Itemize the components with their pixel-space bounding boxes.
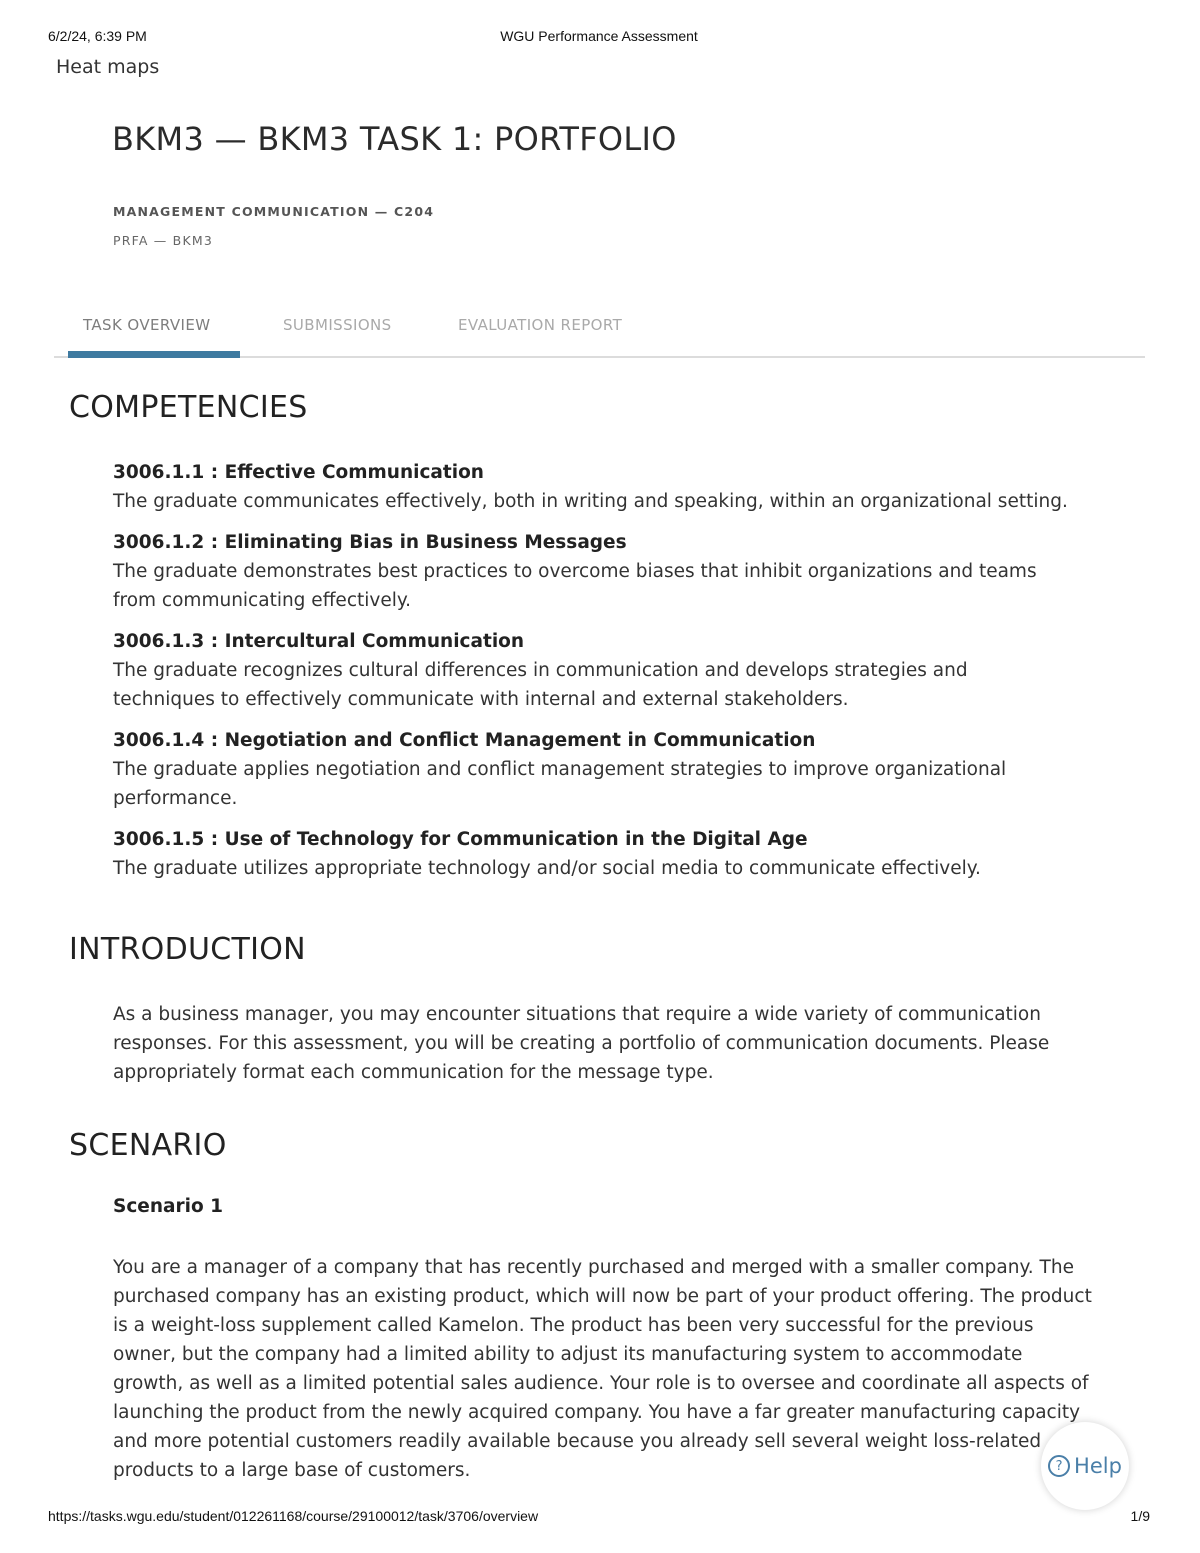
competency-item — [113, 458, 1073, 516]
page-number: 1/9 — [1130, 1508, 1150, 1524]
task-tabs — [54, 300, 1145, 358]
print-footer — [48, 1508, 1150, 1528]
print-title: WGU Performance Assessment — [500, 28, 698, 44]
competencies-heading: COMPETENCIES — [69, 390, 308, 425]
introduction-heading: INTRODUCTION — [69, 932, 306, 967]
scenario-heading: SCENARIO — [69, 1128, 227, 1163]
competency-title: 3006.1.2 : Eliminating Bias in Business Messages — [113, 532, 627, 553]
competency-title: 3006.1.1 : Effective Communication — [113, 462, 484, 483]
competency-item — [113, 627, 1073, 714]
competency-item — [113, 528, 1073, 615]
tab-task-overview[interactable]: TASK OVERVIEW — [83, 316, 211, 334]
task-title: BKM3 — BKM3 TASK 1: PORTFOLIO — [112, 120, 677, 158]
competency-item — [113, 825, 1073, 883]
course-name: MANAGEMENT COMMUNICATION — C204 — [113, 204, 435, 219]
competency-description: The graduate demonstrates best practices to overcome biases that inhibit organizations and teams from communicating effectively. — [113, 561, 1037, 611]
scenario-subheading: Scenario 1 — [113, 1196, 223, 1217]
competency-list — [113, 458, 1073, 895]
competency-title: 3006.1.5 : Use of Technology for Communication in the Digital Age — [113, 829, 808, 850]
help-label: Help — [1074, 1454, 1122, 1478]
competency-description: The graduate communicates effectively, both in writing and speaking, within an organizational setting. — [113, 491, 1068, 512]
competency-description: The graduate recognizes cultural differences in communication and develops strategies and techniques to effectively communicate with internal and external stakeholders. — [113, 660, 968, 710]
scenario-text: You are a manager of a company that has recently purchased and merged with a smaller company. The purchased company has an existing product, which will now be part of your product offering. The product is a weight-loss supplement called Kamelon. The product has been very successful for the previous owner, but the company had a limited ability to adjust its manufacturing system to accommodate growth, as well as a limited potential sales audience. Your role is to oversee and coordinate all aspects of launching the product from the newly acquired company. You have a far greater manufacturing capacity and more potential customers readily available because you already sell several weight loss-related products to a large base of customers. — [113, 1257, 1092, 1481]
tab-evaluation-report[interactable]: EVALUATION REPORT — [458, 316, 623, 334]
print-header — [48, 28, 1150, 48]
course-code: PRFA — BKM3 — [113, 233, 213, 248]
help-button[interactable] — [1041, 1422, 1129, 1510]
competency-description: The graduate applies negotiation and conflict management strategies to improve organizational performance. — [113, 759, 1007, 809]
introduction-text: As a business manager, you may encounter situations that require a wide variety of communication responses. For this assessment, you will be creating a portfolio of communication documents. Please appropriately format each communication for the message type. — [113, 1004, 1050, 1083]
print-date: 6/2/24, 6:39 PM — [48, 28, 147, 44]
competency-description: The graduate utilizes appropriate technology and/or social media to communicate effectively. — [113, 858, 981, 879]
competency-item — [113, 726, 1073, 813]
competency-title: 3006.1.3 : Intercultural Communication — [113, 631, 525, 652]
tab-submissions[interactable]: SUBMISSIONS — [283, 316, 392, 334]
page-url: https://tasks.wgu.edu/student/012261168/course/29100012/task/3706/overview — [48, 1508, 539, 1524]
heat-maps-label: Heat maps — [56, 56, 160, 78]
question-circle-icon: ? — [1048, 1455, 1070, 1477]
competency-title: 3006.1.4 : Negotiation and Conflict Management in Communication — [113, 730, 816, 751]
active-tab-indicator — [68, 351, 240, 358]
